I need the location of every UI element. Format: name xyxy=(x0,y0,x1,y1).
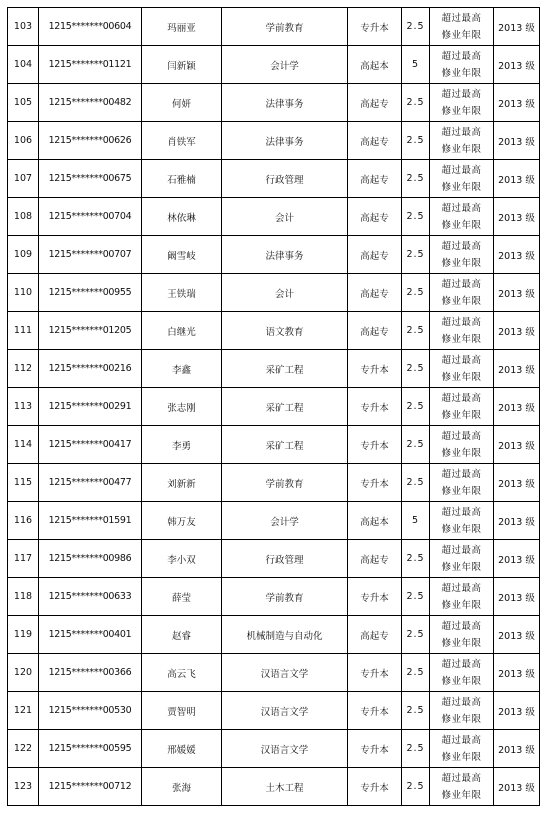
status-line-1: 超过最高 xyxy=(441,202,482,214)
study-level-cell: 专升本 xyxy=(348,730,402,768)
student-id-cell: 1215*******00401 xyxy=(39,616,142,654)
status-line-1: 超过最高 xyxy=(441,506,482,518)
student-id-cell: 1215*******00291 xyxy=(39,388,142,426)
major-cell: 土木工程 xyxy=(222,768,348,806)
enrollment-year-cell: 2013 级 xyxy=(494,46,540,84)
row-number-cell: 119 xyxy=(8,616,39,654)
status-line-2: 修业年限 xyxy=(441,371,482,383)
status-line-2: 修业年限 xyxy=(441,257,482,269)
table-row xyxy=(8,160,540,198)
student-id-cell: 1215*******00477 xyxy=(39,464,142,502)
row-number-cell: 115 xyxy=(8,464,39,502)
status-line-2: 修业年限 xyxy=(441,181,482,193)
enrollment-year-cell: 2013 级 xyxy=(494,768,540,806)
study-duration-cell: 2.5 xyxy=(402,198,430,236)
status-line-2: 修业年限 xyxy=(441,29,482,41)
status-line-1: 超过最高 xyxy=(441,392,482,404)
row-number-cell: 123 xyxy=(8,768,39,806)
table-row xyxy=(8,768,540,806)
table-body xyxy=(8,8,540,806)
major-cell: 行政管理 xyxy=(222,160,348,198)
study-level-cell: 专升本 xyxy=(348,8,402,46)
student-table xyxy=(7,7,540,806)
study-duration-cell: 2.5 xyxy=(402,160,430,198)
enrollment-year-cell: 2013 级 xyxy=(494,388,540,426)
student-id-cell: 1215*******00482 xyxy=(39,84,142,122)
status-line-1: 超过最高 xyxy=(441,620,482,632)
study-level-cell: 高起专 xyxy=(348,122,402,160)
study-duration-cell: 2.5 xyxy=(402,730,430,768)
major-cell: 语文教育 xyxy=(222,312,348,350)
enrollment-year-cell: 2013 级 xyxy=(494,616,540,654)
status-cell xyxy=(430,236,494,274)
major-cell: 汉语言文学 xyxy=(222,730,348,768)
status-cell xyxy=(430,84,494,122)
table-row xyxy=(8,426,540,464)
enrollment-year-cell: 2013 级 xyxy=(494,426,540,464)
status-line-1: 超过最高 xyxy=(441,734,482,746)
enrollment-year-cell: 2013 级 xyxy=(494,654,540,692)
student-name-cell: 肖铁军 xyxy=(142,122,222,160)
study-level-cell: 专升本 xyxy=(348,388,402,426)
student-name-cell: 白继光 xyxy=(142,312,222,350)
major-cell: 机械制造与自动化 xyxy=(222,616,348,654)
status-line-1: 超过最高 xyxy=(441,88,482,100)
table-row xyxy=(8,540,540,578)
student-name-cell: 贾智明 xyxy=(142,692,222,730)
row-number-cell: 116 xyxy=(8,502,39,540)
row-number-cell: 118 xyxy=(8,578,39,616)
status-line-2: 修业年限 xyxy=(441,219,482,231)
student-id-cell: 1215*******00530 xyxy=(39,692,142,730)
student-id-cell: 1215*******00216 xyxy=(39,350,142,388)
study-duration-cell: 5 xyxy=(402,46,430,84)
enrollment-year-cell: 2013 级 xyxy=(494,464,540,502)
status-cell xyxy=(430,46,494,84)
student-id-cell: 1215*******00712 xyxy=(39,768,142,806)
status-cell xyxy=(430,692,494,730)
enrollment-year-cell: 2013 级 xyxy=(494,730,540,768)
table-row xyxy=(8,578,540,616)
study-level-cell: 高起专 xyxy=(348,84,402,122)
major-cell: 采矿工程 xyxy=(222,388,348,426)
status-line-1: 超过最高 xyxy=(441,772,482,784)
status-cell xyxy=(430,8,494,46)
major-cell: 采矿工程 xyxy=(222,426,348,464)
enrollment-year-cell: 2013 级 xyxy=(494,160,540,198)
table-row xyxy=(8,654,540,692)
student-id-cell: 1215*******00955 xyxy=(39,274,142,312)
row-number-cell: 109 xyxy=(8,236,39,274)
enrollment-year-cell: 2013 级 xyxy=(494,312,540,350)
table-row xyxy=(8,312,540,350)
student-id-cell: 1215*******00604 xyxy=(39,8,142,46)
table-row xyxy=(8,502,540,540)
student-name-cell: 何妍 xyxy=(142,84,222,122)
study-level-cell: 高起专 xyxy=(348,160,402,198)
student-name-cell: 刘新新 xyxy=(142,464,222,502)
enrollment-year-cell: 2013 级 xyxy=(494,274,540,312)
student-name-cell: 李小双 xyxy=(142,540,222,578)
study-duration-cell: 2.5 xyxy=(402,578,430,616)
row-number-cell: 113 xyxy=(8,388,39,426)
table-row xyxy=(8,46,540,84)
table-row xyxy=(8,730,540,768)
enrollment-year-cell: 2013 级 xyxy=(494,540,540,578)
study-level-cell: 高起专 xyxy=(348,198,402,236)
study-duration-cell: 2.5 xyxy=(402,388,430,426)
table-row xyxy=(8,692,540,730)
study-duration-cell: 2.5 xyxy=(402,122,430,160)
row-number-cell: 117 xyxy=(8,540,39,578)
row-number-cell: 107 xyxy=(8,160,39,198)
table-row xyxy=(8,388,540,426)
status-line-2: 修业年限 xyxy=(441,675,482,687)
status-cell xyxy=(430,768,494,806)
major-cell: 法律事务 xyxy=(222,236,348,274)
row-number-cell: 104 xyxy=(8,46,39,84)
student-name-cell: 赵睿 xyxy=(142,616,222,654)
status-line-2: 修业年限 xyxy=(441,295,482,307)
student-name-cell: 石雅楠 xyxy=(142,160,222,198)
status-line-2: 修业年限 xyxy=(441,333,482,345)
study-duration-cell: 2.5 xyxy=(402,84,430,122)
status-line-1: 超过最高 xyxy=(441,278,482,290)
status-cell xyxy=(430,540,494,578)
status-line-2: 修业年限 xyxy=(441,409,482,421)
study-level-cell: 专升本 xyxy=(348,578,402,616)
study-level-cell: 专升本 xyxy=(348,464,402,502)
study-level-cell: 专升本 xyxy=(348,692,402,730)
student-name-cell: 王铁瑞 xyxy=(142,274,222,312)
study-duration-cell: 2.5 xyxy=(402,8,430,46)
status-line-2: 修业年限 xyxy=(441,599,482,611)
status-line-1: 超过最高 xyxy=(441,468,482,480)
table-row xyxy=(8,236,540,274)
row-number-cell: 120 xyxy=(8,654,39,692)
student-id-cell: 1215*******00366 xyxy=(39,654,142,692)
student-id-cell: 1215*******00675 xyxy=(39,160,142,198)
major-cell: 法律事务 xyxy=(222,122,348,160)
status-cell xyxy=(430,578,494,616)
row-number-cell: 105 xyxy=(8,84,39,122)
study-level-cell: 高起专 xyxy=(348,616,402,654)
study-level-cell: 专升本 xyxy=(348,654,402,692)
status-cell xyxy=(430,654,494,692)
status-line-1: 超过最高 xyxy=(441,12,482,24)
status-line-2: 修业年限 xyxy=(441,561,482,573)
student-id-cell: 1215*******01205 xyxy=(39,312,142,350)
row-number-cell: 112 xyxy=(8,350,39,388)
student-name-cell: 玛丽亚 xyxy=(142,8,222,46)
row-number-cell: 114 xyxy=(8,426,39,464)
status-cell xyxy=(430,122,494,160)
document-page xyxy=(7,7,539,806)
status-cell xyxy=(430,502,494,540)
status-cell xyxy=(430,198,494,236)
status-cell xyxy=(430,350,494,388)
student-id-cell: 1215*******01591 xyxy=(39,502,142,540)
status-line-2: 修业年限 xyxy=(441,637,482,649)
status-cell xyxy=(430,388,494,426)
status-line-2: 修业年限 xyxy=(441,105,482,117)
status-line-1: 超过最高 xyxy=(441,354,482,366)
study-duration-cell: 2.5 xyxy=(402,350,430,388)
major-cell: 会计 xyxy=(222,274,348,312)
status-line-2: 修业年限 xyxy=(441,789,482,801)
major-cell: 汉语言文学 xyxy=(222,692,348,730)
status-cell xyxy=(430,160,494,198)
status-line-1: 超过最高 xyxy=(441,696,482,708)
student-id-cell: 1215*******00595 xyxy=(39,730,142,768)
table-row xyxy=(8,8,540,46)
study-level-cell: 高起本 xyxy=(348,46,402,84)
student-id-cell: 1215*******00707 xyxy=(39,236,142,274)
study-duration-cell: 2.5 xyxy=(402,464,430,502)
status-cell xyxy=(430,464,494,502)
enrollment-year-cell: 2013 级 xyxy=(494,84,540,122)
student-name-cell: 韩万友 xyxy=(142,502,222,540)
student-name-cell: 李鑫 xyxy=(142,350,222,388)
status-cell xyxy=(430,312,494,350)
student-name-cell: 林依琳 xyxy=(142,198,222,236)
row-number-cell: 108 xyxy=(8,198,39,236)
study-level-cell: 高起本 xyxy=(348,502,402,540)
status-line-2: 修业年限 xyxy=(441,713,482,725)
study-duration-cell: 2.5 xyxy=(402,312,430,350)
study-duration-cell: 2.5 xyxy=(402,274,430,312)
enrollment-year-cell: 2013 级 xyxy=(494,502,540,540)
student-id-cell: 1215*******00417 xyxy=(39,426,142,464)
status-line-2: 修业年限 xyxy=(441,67,482,79)
status-line-2: 修业年限 xyxy=(441,485,482,497)
study-level-cell: 高起专 xyxy=(348,236,402,274)
student-name-cell: 高云飞 xyxy=(142,654,222,692)
student-id-cell: 1215*******00986 xyxy=(39,540,142,578)
student-id-cell: 1215*******00704 xyxy=(39,198,142,236)
student-name-cell: 阚雪岐 xyxy=(142,236,222,274)
study-level-cell: 高起专 xyxy=(348,274,402,312)
status-line-1: 超过最高 xyxy=(441,316,482,328)
study-level-cell: 专升本 xyxy=(348,768,402,806)
student-name-cell: 闫新颖 xyxy=(142,46,222,84)
study-level-cell: 高起专 xyxy=(348,540,402,578)
major-cell: 学前教育 xyxy=(222,8,348,46)
status-line-1: 超过最高 xyxy=(441,544,482,556)
major-cell: 采矿工程 xyxy=(222,350,348,388)
student-name-cell: 李勇 xyxy=(142,426,222,464)
study-level-cell: 高起专 xyxy=(348,312,402,350)
enrollment-year-cell: 2013 级 xyxy=(494,236,540,274)
study-duration-cell: 5 xyxy=(402,502,430,540)
enrollment-year-cell: 2013 级 xyxy=(494,122,540,160)
status-cell xyxy=(430,616,494,654)
table-row xyxy=(8,274,540,312)
status-line-2: 修业年限 xyxy=(441,143,482,155)
study-duration-cell: 2.5 xyxy=(402,692,430,730)
study-duration-cell: 2.5 xyxy=(402,768,430,806)
status-line-1: 超过最高 xyxy=(441,658,482,670)
major-cell: 会计 xyxy=(222,198,348,236)
student-name-cell: 薛莹 xyxy=(142,578,222,616)
enrollment-year-cell: 2013 级 xyxy=(494,198,540,236)
status-cell xyxy=(430,426,494,464)
row-number-cell: 111 xyxy=(8,312,39,350)
student-id-cell: 1215*******00633 xyxy=(39,578,142,616)
study-duration-cell: 2.5 xyxy=(402,654,430,692)
major-cell: 法律事务 xyxy=(222,84,348,122)
study-duration-cell: 2.5 xyxy=(402,236,430,274)
status-cell xyxy=(430,274,494,312)
status-line-2: 修业年限 xyxy=(441,447,482,459)
enrollment-year-cell: 2013 级 xyxy=(494,8,540,46)
major-cell: 汉语言文学 xyxy=(222,654,348,692)
major-cell: 学前教育 xyxy=(222,578,348,616)
status-line-2: 修业年限 xyxy=(441,523,482,535)
table-row xyxy=(8,198,540,236)
student-id-cell: 1215*******01121 xyxy=(39,46,142,84)
table-row xyxy=(8,350,540,388)
student-name-cell: 张海 xyxy=(142,768,222,806)
major-cell: 会计学 xyxy=(222,502,348,540)
study-duration-cell: 2.5 xyxy=(402,616,430,654)
table-row xyxy=(8,122,540,160)
status-line-2: 修业年限 xyxy=(441,751,482,763)
table-row xyxy=(8,616,540,654)
study-duration-cell: 2.5 xyxy=(402,426,430,464)
status-line-1: 超过最高 xyxy=(441,126,482,138)
row-number-cell: 103 xyxy=(8,8,39,46)
status-line-1: 超过最高 xyxy=(441,164,482,176)
row-number-cell: 110 xyxy=(8,274,39,312)
row-number-cell: 121 xyxy=(8,692,39,730)
status-line-1: 超过最高 xyxy=(441,582,482,594)
table-row xyxy=(8,84,540,122)
study-duration-cell: 2.5 xyxy=(402,540,430,578)
status-cell xyxy=(430,730,494,768)
enrollment-year-cell: 2013 级 xyxy=(494,578,540,616)
major-cell: 行政管理 xyxy=(222,540,348,578)
enrollment-year-cell: 2013 级 xyxy=(494,350,540,388)
study-level-cell: 专升本 xyxy=(348,426,402,464)
status-line-1: 超过最高 xyxy=(441,430,482,442)
status-line-1: 超过最高 xyxy=(441,240,482,252)
status-line-1: 超过最高 xyxy=(441,50,482,62)
study-level-cell: 专升本 xyxy=(348,350,402,388)
student-id-cell: 1215*******00626 xyxy=(39,122,142,160)
student-name-cell: 张志刚 xyxy=(142,388,222,426)
major-cell: 会计学 xyxy=(222,46,348,84)
major-cell: 学前教育 xyxy=(222,464,348,502)
row-number-cell: 106 xyxy=(8,122,39,160)
student-name-cell: 邢媛媛 xyxy=(142,730,222,768)
enrollment-year-cell: 2013 级 xyxy=(494,692,540,730)
row-number-cell: 122 xyxy=(8,730,39,768)
table-row xyxy=(8,464,540,502)
